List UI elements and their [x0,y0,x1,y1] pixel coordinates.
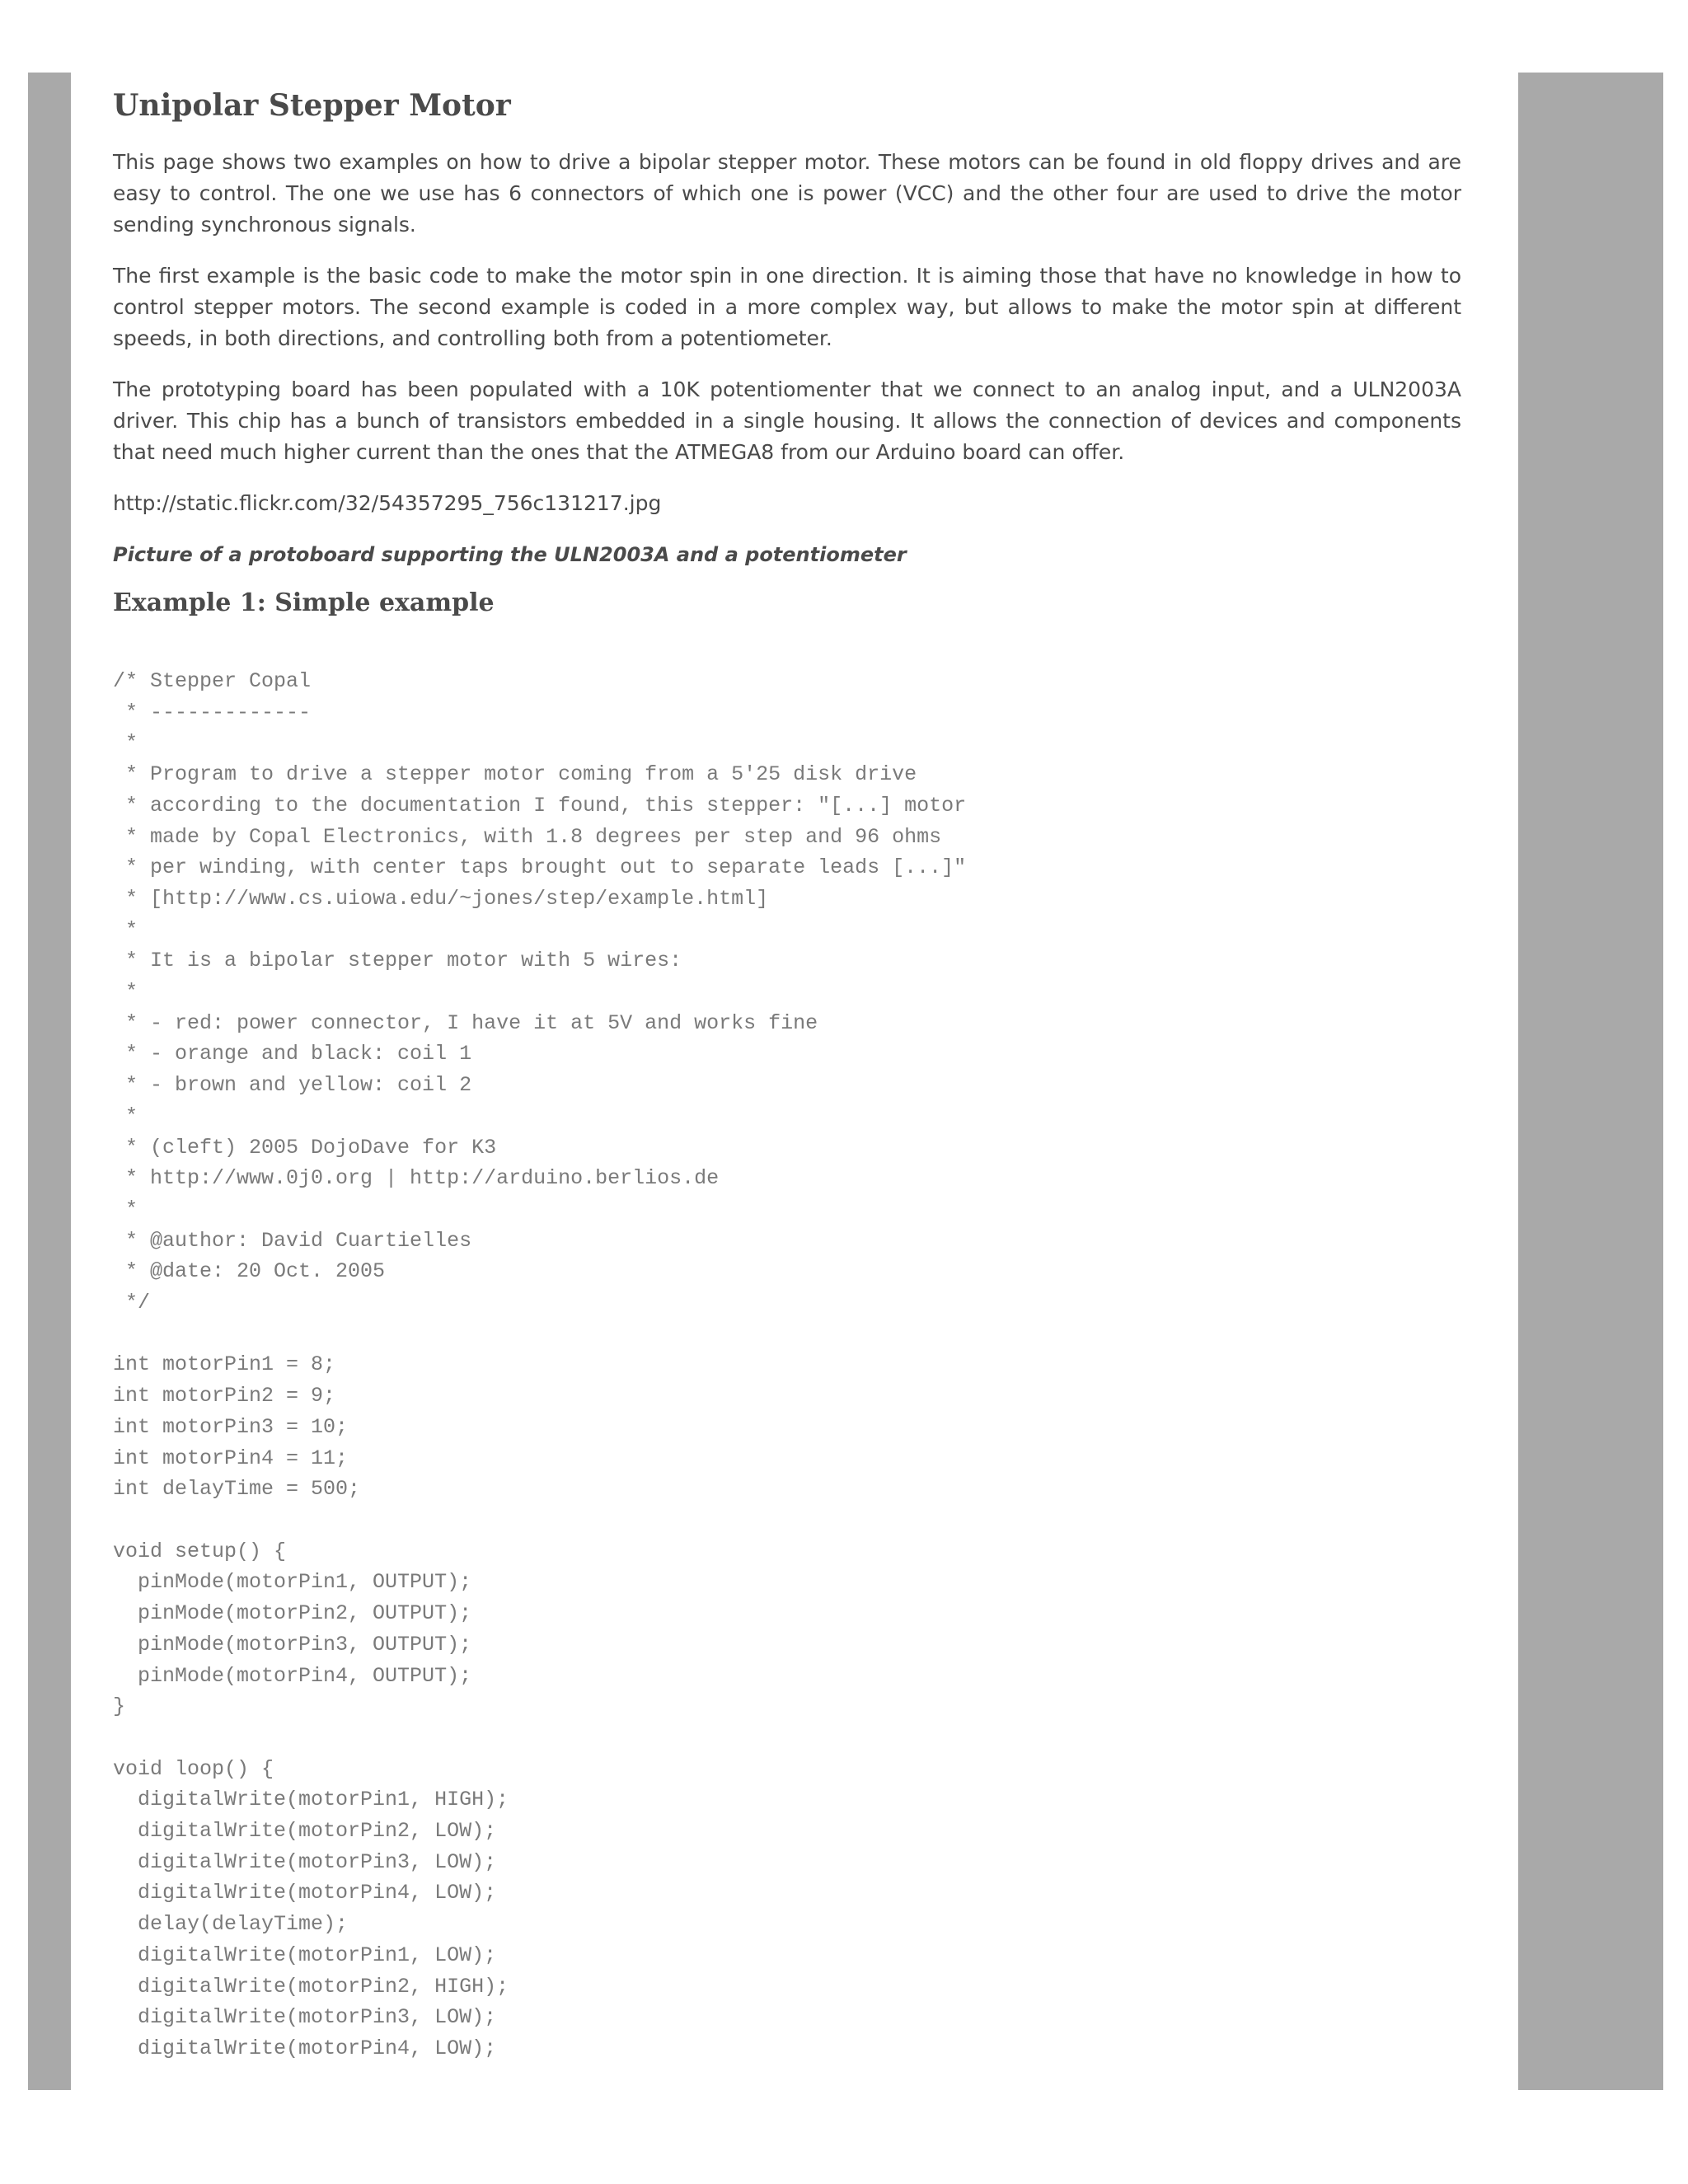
left-sidebar-bar [28,73,71,2090]
example1-code-block: /* Stepper Copal * ------------- * * Program to drive a stepper motor coming from a 5'25 disk drive * according to the documentation I found, this stepper: "[...] motor * made by Copal Electronics, with 1.8 degrees per step and 96 ohms * per winding, with center taps brought out to separate leads [...]" * [http://www.cs.uiowa.edu/~jones/step/example.html] * * It is a bipolar stepper motor with 5 wires: * * - red: power connector, I have it at 5V and works fine * - orange and black: coil 1 * - brown and yellow: coil 2 * * (cleft) 2005 DojoDave for K3 * http://www.0j0.org | http://arduino.berlios.de * * @author: David Cuartielles * @date: 20 Oct. 2005 */ int motorPin1 = 8; int motorPin2 = 9; int motorPin3 = 10; int motorPin4 = 11; int delayTime = 500; void setup() { pinMode(motorPin1, OUTPUT); pinMode(motorPin2, OUTPUT); pinMode(motorPin3, OUTPUT); pinMode(motorPin4, OUTPUT); } void loop() { digitalWrite(motorPin1, HIGH); digitalWrite(motorPin2, LOW); digitalWrite(motorPin3, LOW); digitalWrite(motorPin4, LOW); delay(delayTime); digitalWrite(motorPin1, LOW); digitalWrite(motorPin2, HIGH); digitalWrite(motorPin3, LOW); digitalWrite(motorPin4, LOW); [113,669,967,2060]
page-title: Unipolar Stepper Motor [113,88,511,123]
board-paragraph: The prototyping board has been populated with a 10K potentiomenter that we connect to an analog input, and a ULN2003A driver. This chip has a bunch of transistors embedded in a single housing. It allows the connection of devices and components that need much higher current than the ones that the ATMEGA8 from our Arduino board can offer. [113,377,1461,464]
main-content [113,73,1461,2064]
intro-paragraph: This page shows two examples on how to drive a bipolar stepper motor. These motors can be found in old floppy drives and are easy to control. The one we use has 6 connectors of which one is power (VCC) and the other four are used to drive the motor sending synchronous signals. [113,150,1461,237]
example1-heading: Example 1: Simple example [113,588,495,617]
image-caption: Picture of a protoboard supporting the ULN2003A and a potentiometer [113,543,907,566]
examples-paragraph: The first example is the basic code to make the motor spin in one direction. It is aiming those that have no knowledge in how to control stepper motors. The second example is coded in a more complex way, but allows to make the motor spin at different speeds, in both directions, and controlling both from a potentiometer. [113,264,1461,350]
image-url-text: http://static.flickr.com/32/54357295_756c131217.jpg [113,491,662,515]
right-sidebar-bar [1518,73,1663,2090]
